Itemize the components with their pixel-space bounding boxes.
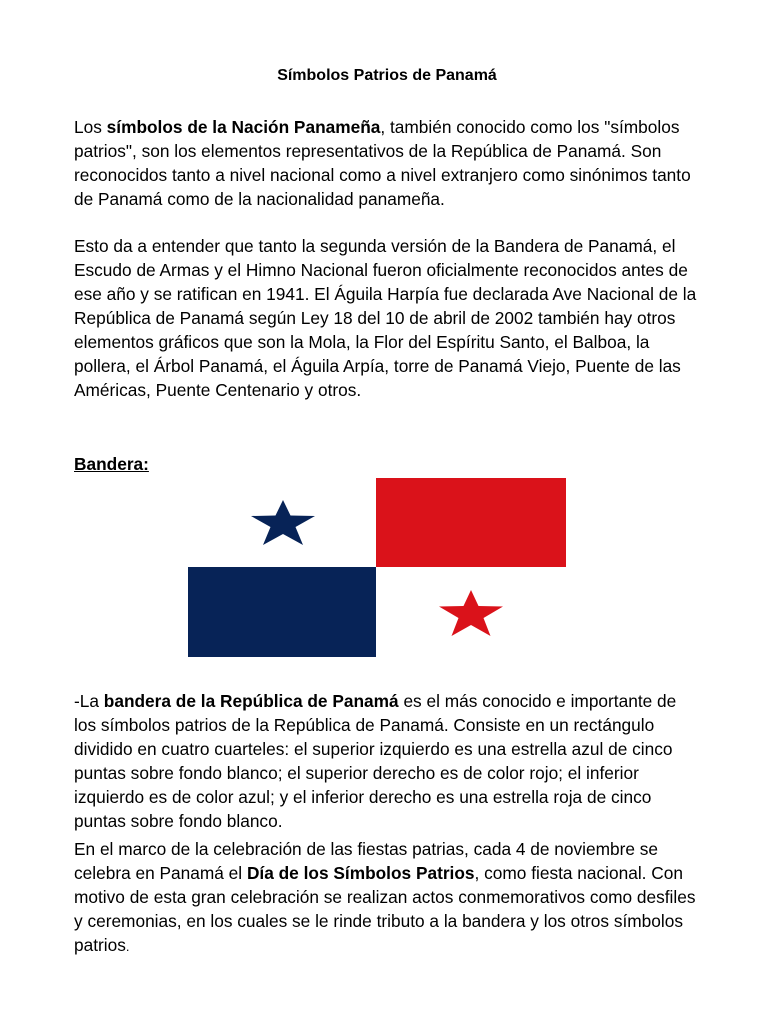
bold-text: símbolos de la Nación Panameña xyxy=(106,117,381,137)
bold-text: bandera de la República de Panamá xyxy=(103,691,399,711)
flag-description-paragraph xyxy=(74,689,700,833)
text-run: , también conocido como los "símbolos patrios", son los elementos representativos de la República de Panamá. Son reconocidos tanto a nivel nacional como a nivel extranjero como sinónimos tanto de Panamá como de la nacionalidad panameña. xyxy=(74,117,691,209)
text-run: -La xyxy=(74,691,104,711)
flag-heading: Bandera: xyxy=(74,454,149,474)
bold-text: Día de los Símbolos Patrios xyxy=(246,863,475,883)
flag-red-quarter xyxy=(376,478,566,567)
text-run: es el más conocido e importante de los símbolos patrios de la República de Panamá. Consiste en un rectángulo dividido en cuatro cuarteles: el superior izquierdo es una estrella azul de cinco puntas sobre fondo blanco; el superior derecho es de color rojo; el inferior izquierdo es de color azul; y el inferior derecho es una estrella roja de cinco puntas sobre fondo blanco. xyxy=(74,691,677,831)
intro-paragraph xyxy=(74,115,700,211)
celebration-paragraph xyxy=(74,837,700,959)
flag-blue-quarter xyxy=(188,567,376,657)
text-run: . xyxy=(125,939,130,954)
panama-flag-icon xyxy=(188,478,566,657)
history-paragraph: Esto da a entender que tanto la segunda versión de la Bandera de Panamá, el Escudo de Armas y el Himno Nacional fueron oficialmente reconocidos antes de ese año y se ratifican en 1941. El Águila Harpía fue declarada Ave Nacional de la República de Panamá según Ley 18 del 10 de abril de 2002 también hay otros elementos gráficos que son la Mola, la Flor del Espíritu Santo, el Balboa, la pollera, el Árbol Panamá, el Águila Arpía, torre de Panamá Viejo, Puente de las Américas, Puente Centenario y otros. xyxy=(74,236,697,400)
text-run: Los xyxy=(74,117,107,137)
page-title: Símbolos Patrios de Panamá xyxy=(277,67,497,84)
text-run: , como fiesta nacional. Con motivo de esta gran celebración se realizan actos conmemorativos como desfiles y ceremonias, en los cuales se le rinde tributo a la bandera y los otros símbolos patrios xyxy=(74,863,696,955)
text-run: En el marco de la celebración de las fiestas patrias, cada 4 de noviembre se celebra en Panamá el xyxy=(74,839,659,883)
